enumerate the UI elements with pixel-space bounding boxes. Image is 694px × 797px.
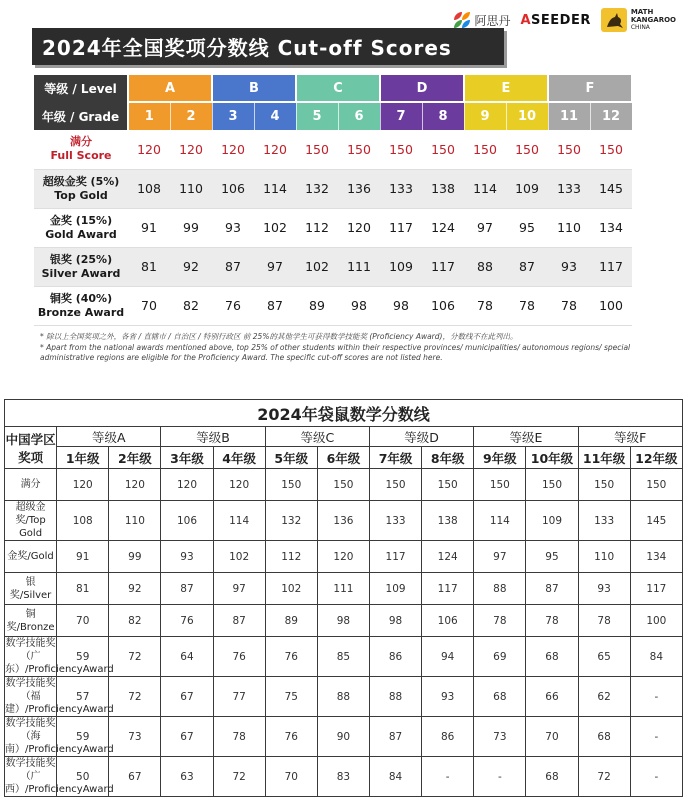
level-header-row [34, 75, 632, 102]
row-label [34, 247, 128, 286]
score-cell: 72 [109, 637, 161, 677]
level-header-label: 等级 / Level [34, 75, 128, 102]
score-cell: 120 [317, 541, 369, 573]
footnote-en: * Apart from the national awards mentioned above, top 25% of other students within their respective provinces/ municipalities/ autonomous regions/ special administrative regions are eligible for the Proficiency Award. The specific cut-off scores are not listed here. [40, 343, 631, 362]
score-cell: 90 [317, 717, 369, 757]
row-label-en: Top Gold [54, 188, 108, 202]
row-label: 数学技能奖（福建）/ProficiencyAward [5, 678, 114, 715]
score-cell: 120 [254, 130, 296, 169]
grade-cell: 10年级 [526, 447, 578, 469]
score-cell: 124 [422, 541, 474, 573]
score-cell: 108 [57, 501, 109, 541]
score-cell: 150 [338, 130, 380, 169]
score-cell: 72 [109, 677, 161, 717]
level-cell: 等级F [578, 427, 682, 447]
score-cell: 120 [57, 469, 109, 501]
level-row [5, 427, 683, 447]
grade-cell: 8年级 [422, 447, 474, 469]
table-row [34, 169, 632, 208]
row-label [34, 286, 128, 325]
score-cell: 87 [161, 573, 213, 605]
footnote-cn: * 除以上全国奖项之外，各省 / 直辖市 / 自治区 / 特别行政区 前 25%的其他学生可获得数学技能奖 (Proficiency Award)，分数线不在此列出。 [40, 332, 518, 341]
grade-header-label: 年级 / Grade [34, 102, 128, 130]
score-cell: 81 [57, 573, 109, 605]
row-label: 数学技能奖（广西）/ProficiencyAward [5, 758, 114, 795]
score-cell: - [474, 757, 526, 797]
table-row [5, 677, 683, 717]
score-cell: 106 [422, 286, 464, 325]
table-row [5, 757, 683, 797]
score-cell: 150 [464, 130, 506, 169]
score-cell: 84 [630, 637, 682, 677]
mk-line: MATH [630, 8, 654, 16]
score-cell: 78 [548, 286, 590, 325]
score-cell: - [422, 757, 474, 797]
score-cell: 59 [57, 717, 109, 757]
score-cell: 98 [380, 286, 422, 325]
grade-cell: 12年级 [630, 447, 682, 469]
score-cell: 111 [317, 573, 369, 605]
score-cell: 117 [369, 541, 421, 573]
aseeder-logo [520, 13, 590, 28]
score-cell: 134 [630, 541, 682, 573]
score-cell: - [630, 677, 682, 717]
score-cell: 93 [161, 541, 213, 573]
score-cell: 66 [526, 677, 578, 717]
score-cell: 138 [422, 169, 464, 208]
score-cell: 86 [369, 637, 421, 677]
grade-cell: 2 [170, 102, 212, 130]
score-cell: 68 [578, 717, 630, 757]
score-cell: 111 [338, 247, 380, 286]
score-cell: 138 [422, 501, 474, 541]
score-cell: 87 [213, 605, 265, 637]
score-cell: 97 [474, 541, 526, 573]
score-cell: 97 [254, 247, 296, 286]
score-cell: 88 [474, 573, 526, 605]
score-cell: 78 [464, 286, 506, 325]
pinwheel-icon [454, 12, 470, 28]
score-cell: 76 [212, 286, 254, 325]
score-cell: 150 [380, 130, 422, 169]
score-cell: 102 [296, 247, 338, 286]
score-cell: 102 [213, 541, 265, 573]
math-kangaroo-text [631, 8, 676, 32]
cutoff-table-cn [4, 399, 683, 797]
score-cell: 100 [630, 605, 682, 637]
level-cell: C [296, 75, 380, 102]
score-cell: 76 [213, 637, 265, 677]
row-label: 数学技能奖（海南）/ProficiencyAward [5, 718, 114, 755]
table-row [5, 541, 683, 573]
score-cell: 114 [254, 169, 296, 208]
score-cell: 150 [265, 469, 317, 501]
table-row [5, 637, 683, 677]
title-banner [32, 28, 504, 65]
score-cell: 72 [578, 757, 630, 797]
kangaroo-icon [601, 8, 627, 32]
score-cell: 117 [590, 247, 632, 286]
score-cell: 150 [590, 130, 632, 169]
grade-cell: 6年级 [317, 447, 369, 469]
score-cell: 109 [369, 573, 421, 605]
score-cell: 124 [422, 208, 464, 247]
grade-cell: 8 [422, 102, 464, 130]
table-row [5, 605, 683, 637]
score-cell: 136 [317, 501, 369, 541]
row-label: 铜奖/Bronze [5, 605, 57, 637]
grade-header-row [34, 102, 632, 130]
score-cell: 145 [590, 169, 632, 208]
score-cell: 85 [317, 637, 369, 677]
footnotes [40, 332, 670, 364]
score-cell: 81 [128, 247, 170, 286]
score-cell: 64 [161, 637, 213, 677]
score-cell: 59 [57, 637, 109, 677]
score-cell: 65 [578, 637, 630, 677]
score-cell: 93 [212, 208, 254, 247]
score-cell: 69 [474, 637, 526, 677]
grade-cell: 11 [548, 102, 590, 130]
score-cell: 150 [548, 130, 590, 169]
score-cell: 73 [109, 717, 161, 757]
row-label [34, 208, 128, 247]
score-cell: 76 [265, 717, 317, 757]
score-cell: 145 [630, 501, 682, 541]
score-cell: 98 [317, 605, 369, 637]
score-cell: 133 [578, 501, 630, 541]
row-label: 数学技能奖（广东）/ProficiencyAward [5, 638, 114, 675]
page-title: 2024年全国奖项分数线 Cut-off Scores [42, 36, 452, 60]
score-cell: 88 [317, 677, 369, 717]
level-cell: F [548, 75, 632, 102]
score-cell: 68 [526, 637, 578, 677]
table-row [34, 130, 632, 169]
grade-row [5, 447, 683, 469]
row-label-en: Full Score [50, 149, 112, 163]
level-cell: 等级C [265, 427, 369, 447]
score-cell: 94 [422, 637, 474, 677]
score-cell: 150 [422, 469, 474, 501]
mk-line: CHINA [630, 24, 650, 31]
score-cell: 133 [380, 169, 422, 208]
score-cell: 99 [109, 541, 161, 573]
score-cell: 95 [526, 541, 578, 573]
grade-cell: 5年级 [265, 447, 317, 469]
row-label: 满分 [5, 469, 57, 501]
level-cell: 等级E [474, 427, 578, 447]
score-cell: 87 [254, 286, 296, 325]
score-cell: 68 [526, 757, 578, 797]
row-label: 超级金奖/Top Gold [5, 501, 57, 541]
table-row [5, 573, 683, 605]
grade-cell: 9 [464, 102, 506, 130]
score-cell: 97 [464, 208, 506, 247]
score-cell: 132 [265, 501, 317, 541]
score-cell: 82 [109, 605, 161, 637]
score-cell: 67 [109, 757, 161, 797]
table-row [5, 717, 683, 757]
score-cell: 117 [380, 208, 422, 247]
score-cell: 87 [369, 717, 421, 757]
score-cell: 93 [422, 677, 474, 717]
table-row [34, 208, 632, 247]
score-cell: 150 [578, 469, 630, 501]
score-cell: 112 [296, 208, 338, 247]
score-cell: 72 [213, 757, 265, 797]
score-cell: 109 [526, 501, 578, 541]
grade-cell: 1年级 [57, 447, 109, 469]
grade-cell: 12 [590, 102, 632, 130]
score-cell: 150 [296, 130, 338, 169]
score-cell: 99 [170, 208, 212, 247]
score-cell: 150 [474, 469, 526, 501]
score-cell: 150 [422, 130, 464, 169]
score-cell: 84 [369, 757, 421, 797]
score-cell: 91 [57, 541, 109, 573]
score-cell: 114 [213, 501, 265, 541]
cutoff-scores-infographic [0, 0, 694, 377]
asd-logo-text: 阿思丹 [474, 13, 511, 28]
score-cell: 98 [369, 605, 421, 637]
score-cell: 110 [548, 208, 590, 247]
row-label-en: Gold Award [45, 227, 117, 241]
score-cell: 92 [109, 573, 161, 605]
score-cell: 150 [317, 469, 369, 501]
level-cell: E [464, 75, 548, 102]
score-cell: 78 [506, 286, 548, 325]
grade-cell: 4年级 [213, 447, 265, 469]
title-row [5, 400, 683, 427]
row-label-cn: 银奖 (25%) [49, 252, 113, 266]
cutoff-scores-table-cn [0, 397, 694, 795]
score-cell: 62 [578, 677, 630, 717]
row-label-cn: 金奖 (15%) [49, 213, 113, 227]
row-label-en: Bronze Award [37, 305, 125, 319]
row-label [34, 169, 128, 208]
grade-cell: 5 [296, 102, 338, 130]
score-cell: 136 [338, 169, 380, 208]
score-cell: 106 [422, 605, 474, 637]
score-cell: 120 [170, 130, 212, 169]
score-cell: - [630, 757, 682, 797]
score-cell: 106 [161, 501, 213, 541]
score-cell: 77 [213, 677, 265, 717]
level-cell: 等级B [161, 427, 265, 447]
score-cell: 100 [590, 286, 632, 325]
score-cell: 76 [161, 605, 213, 637]
grade-cell: 2年级 [109, 447, 161, 469]
table-row [34, 247, 632, 286]
score-cell: 120 [128, 130, 170, 169]
score-cell: 95 [506, 208, 548, 247]
score-cell: 120 [212, 130, 254, 169]
grade-cell: 4 [254, 102, 296, 130]
level-cell: A [128, 75, 212, 102]
grade-cell: 10 [506, 102, 548, 130]
score-cell: 114 [474, 501, 526, 541]
score-cell: - [630, 717, 682, 757]
score-cell: 87 [506, 247, 548, 286]
score-cell: 102 [265, 573, 317, 605]
grade-cell: 3 [212, 102, 254, 130]
row-label-cn: 铜奖 (40%) [49, 291, 113, 305]
aseeder-logo-a: A [520, 12, 532, 28]
score-cell: 82 [170, 286, 212, 325]
score-cell: 109 [506, 169, 548, 208]
score-cell: 108 [128, 169, 170, 208]
score-cell: 78 [213, 717, 265, 757]
score-cell: 120 [161, 469, 213, 501]
score-cell: 132 [296, 169, 338, 208]
score-cell: 78 [578, 605, 630, 637]
score-cell: 98 [338, 286, 380, 325]
score-cell: 88 [464, 247, 506, 286]
grade-cell: 3年级 [161, 447, 213, 469]
grade-cell: 9年级 [474, 447, 526, 469]
score-cell: 109 [380, 247, 422, 286]
grade-cell: 6 [338, 102, 380, 130]
score-cell: 87 [526, 573, 578, 605]
score-cell: 117 [422, 247, 464, 286]
score-cell: 67 [161, 717, 213, 757]
table-row [5, 501, 683, 541]
score-cell: 57 [57, 677, 109, 717]
score-cell: 150 [630, 469, 682, 501]
score-cell: 97 [213, 573, 265, 605]
score-cell: 78 [474, 605, 526, 637]
score-cell: 92 [170, 247, 212, 286]
score-cell: 75 [265, 677, 317, 717]
row-label [34, 130, 128, 169]
score-cell: 114 [464, 169, 506, 208]
table-row [5, 469, 683, 501]
grade-cell: 11年级 [578, 447, 630, 469]
score-cell: 134 [590, 208, 632, 247]
score-cell: 110 [170, 169, 212, 208]
row-label: 金奖/Gold [5, 541, 57, 573]
score-cell: 50 [57, 757, 109, 797]
score-cell: 150 [526, 469, 578, 501]
table-row [34, 286, 632, 325]
score-cell: 73 [474, 717, 526, 757]
score-cell: 93 [578, 573, 630, 605]
score-cell: 88 [369, 677, 421, 717]
grade-cell: 7 [380, 102, 422, 130]
score-cell: 68 [474, 677, 526, 717]
score-cell: 70 [57, 605, 109, 637]
score-cell: 87 [212, 247, 254, 286]
score-cell: 133 [369, 501, 421, 541]
score-cell: 117 [422, 573, 474, 605]
score-cell: 106 [212, 169, 254, 208]
score-cell: 89 [265, 605, 317, 637]
score-cell: 91 [128, 208, 170, 247]
row-label-cn: 超级金奖 (5%) [42, 174, 120, 188]
score-cell: 120 [109, 469, 161, 501]
score-cell: 70 [128, 286, 170, 325]
score-cell: 70 [265, 757, 317, 797]
score-cell: 78 [526, 605, 578, 637]
score-cell: 89 [296, 286, 338, 325]
score-cell: 110 [578, 541, 630, 573]
corner-header: 中国学区奖项 [5, 427, 57, 469]
score-cell: 63 [161, 757, 213, 797]
asd-logo [454, 12, 510, 29]
score-cell: 70 [526, 717, 578, 757]
cutoff-table-en [34, 75, 633, 326]
level-cell: D [380, 75, 464, 102]
score-cell: 150 [506, 130, 548, 169]
aseeder-logo-rest: SEEDER [531, 12, 591, 28]
row-label: 银奖/Silver [5, 573, 57, 605]
grade-cell: 1 [128, 102, 170, 130]
score-cell: 93 [548, 247, 590, 286]
mk-line: KANGAROO [630, 16, 676, 24]
score-cell: 67 [161, 677, 213, 717]
score-cell: 86 [422, 717, 474, 757]
score-cell: 110 [109, 501, 161, 541]
score-cell: 120 [338, 208, 380, 247]
level-cell: B [212, 75, 296, 102]
score-cell: 102 [254, 208, 296, 247]
score-cell: 76 [265, 637, 317, 677]
row-label-en: Silver Award [41, 266, 121, 280]
score-cell: 117 [630, 573, 682, 605]
level-cell: 等级A [57, 427, 161, 447]
score-cell: 83 [317, 757, 369, 797]
math-kangaroo-logo [601, 8, 676, 32]
grade-cell: 7年级 [369, 447, 421, 469]
table-title: 2024年袋鼠数学分数线 [5, 400, 683, 427]
level-cell: 等级D [369, 427, 473, 447]
score-cell: 112 [265, 541, 317, 573]
score-cell: 150 [369, 469, 421, 501]
score-cell: 133 [548, 169, 590, 208]
row-label-cn: 满分 [70, 135, 92, 149]
score-cell: 120 [213, 469, 265, 501]
